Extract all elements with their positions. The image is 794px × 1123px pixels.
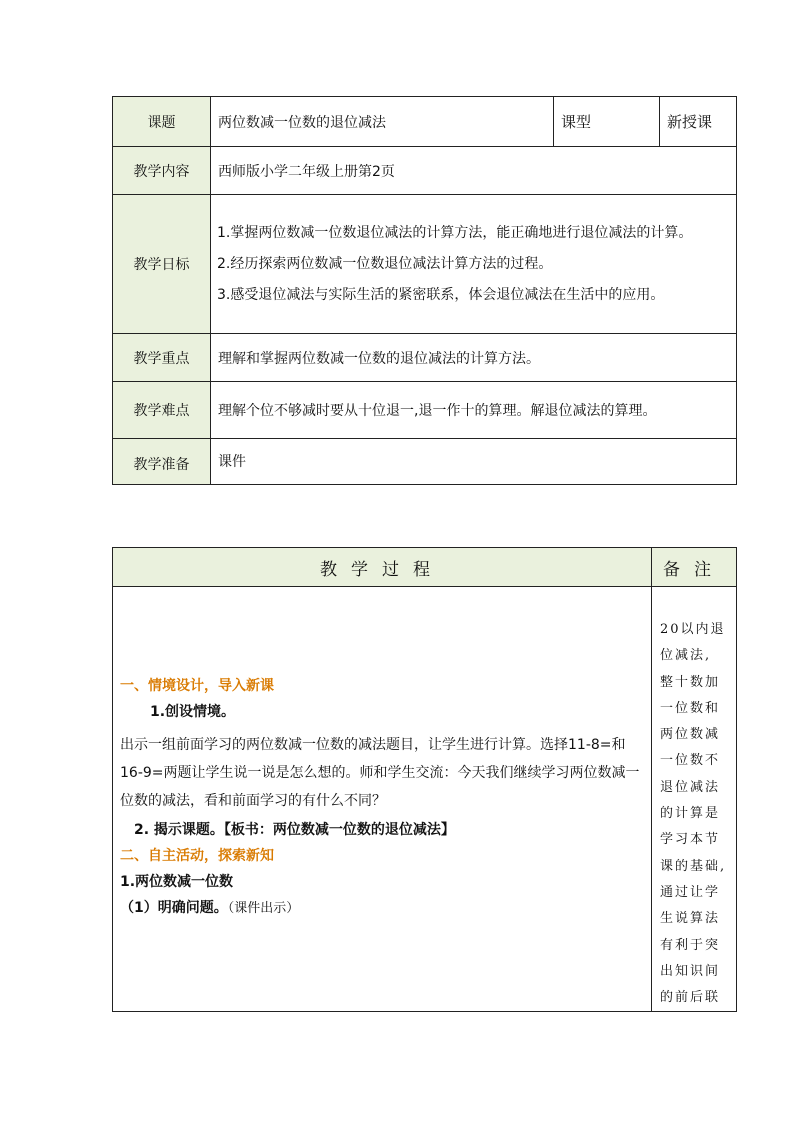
note-line: 两位数减 <box>660 727 721 743</box>
note-line: 一位数和 <box>660 700 721 716</box>
note-line: 位减法, <box>660 648 712 664</box>
section-2-title: 二、自主活动，探索新知 <box>120 848 274 864</box>
process-body <box>113 587 652 1012</box>
note-line: 的计算是 <box>660 806 721 822</box>
note-line: 退位减法 <box>660 779 721 795</box>
prep-value: 课件 <box>211 439 737 485</box>
step-2-board: 【板书：两位数减一位数的退位减法】 <box>223 822 455 838</box>
item-1-label: （1）明确问题。 <box>120 900 228 916</box>
goal-item-2: 2.经历探索两位数减一位数退位减法计算方法的过程。 <box>217 255 553 272</box>
paragraph-1: 出示一组前面学习的两位数减一位数的减法题目，让学生进行计算。选择11-8=和16-9=两题让学生说一说是怎么想的。师和学生交流：今天我们继续学习两位数减一位数的减法，看和前面学习的有什么不同？ <box>120 737 640 809</box>
step-2 <box>120 817 645 843</box>
step-1-title: 1.创设情境。 <box>150 704 236 720</box>
note-line: 有利于突 <box>660 937 721 953</box>
note-line: 学习本节 <box>660 832 721 848</box>
content-value: 西师版小学二年级上册第2页 <box>211 147 737 195</box>
note-line: 的前后联 <box>660 990 721 1006</box>
prep-label: 教学准备 <box>113 439 211 485</box>
topic-label: 课题 <box>113 97 211 147</box>
lesson-info-table <box>112 96 737 485</box>
key-point-label: 教学重点 <box>113 334 211 382</box>
note-line: 生说算法 <box>660 911 721 927</box>
note-line: 整十数加 <box>660 674 721 690</box>
goals-cell <box>211 195 737 334</box>
notes-header: 备注 <box>652 548 737 587</box>
lesson-type-label: 课型 <box>554 97 660 147</box>
goal-item-3: 3.感受退位减法与实际生活的紧密联系，体会退位减法在生活中的应用。 <box>217 286 665 303</box>
item-1 <box>120 895 645 922</box>
lesson-type-value: 新授课 <box>660 97 737 147</box>
section-1-title: 一、情境设计，导入新课 <box>120 678 274 694</box>
note-line: 课的基础, <box>660 858 727 874</box>
process-header: 教学过程 <box>113 548 652 587</box>
goals-label: 教学日标 <box>113 195 211 334</box>
note-line: 一位数不 <box>660 753 721 769</box>
note-line: 通过让学 <box>660 884 721 900</box>
teaching-process-table <box>112 547 737 1012</box>
topic-value: 两位数减一位数的退位减法 <box>211 97 554 147</box>
item-1-note: （课件出示） <box>227 901 300 916</box>
goal-item-1: 1.掌握两位数减一位数退位减法的计算方法，能正确地进行退位减法的计算。 <box>217 224 693 241</box>
difficulty-value: 理解个位不够减时要从十位退一,退一作十的算理。解退位减法的算理。 <box>211 382 737 439</box>
content-label: 教学内容 <box>113 147 211 195</box>
step-2-label: 2. 揭示课题。 <box>134 822 224 838</box>
notes-cell <box>652 587 737 1012</box>
key-point-value: 理解和掌握两位数减一位数的退位减法的计算方法。 <box>211 334 737 382</box>
subsection-1-title: 1.两位数减一位数 <box>120 874 234 890</box>
difficulty-label: 教学难点 <box>113 382 211 439</box>
note-line: 20以内退 <box>660 622 726 637</box>
note-line: 出知识间 <box>660 963 721 979</box>
